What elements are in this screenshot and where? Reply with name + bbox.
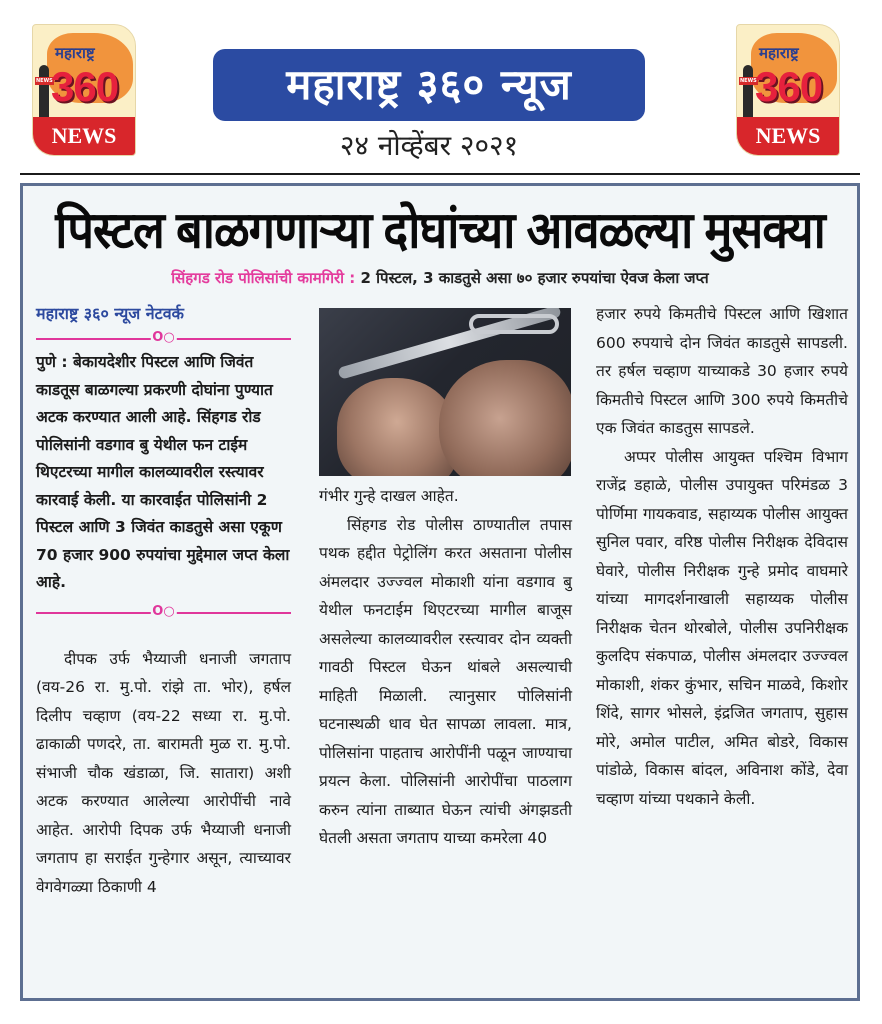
intro-paragraph: पुणे : बेकायदेशीर पिस्टल आणि जिवंत काडतूस बाळगल्या प्रकरणी दोघांना पुण्यात अटक करण्यात आली आहे. सिंहगड रोड पोलिसांनी वडगाव बु येथील फन टाईम थिएटरच्या मागील कालव्यावरील रस्त्यावर कारवाई केली. या कारवाईत पोलिसांनी 2 पिस्टल आणि 3 जिवंत काडतुसे असा एकूण 70 हजार 900 रुपयांचा मुद्देमाल जप्त केला आहे.	[36, 353, 290, 591]
logo-news-bar: NEWS	[737, 117, 839, 155]
ornament-divider	[36, 605, 291, 619]
ornament-divider	[36, 331, 291, 345]
logo-number: 360	[755, 63, 823, 110]
body-paragraph: हजार रुपये किमतीचे पिस्टल आणि खिशात 600 रुपयाचे दोन जिवंत काडतुसे सापडली. तर हर्षल चव्हाण याच्याकडे 30 हजार रुपये किमतीचे पिस्टल आणि 300 रुपये किमतीचे एक जिवंत काडतुस सापडले.	[596, 305, 848, 437]
logo-region-text: महाराष्ट्र	[55, 44, 95, 62]
ornament-icon: O○	[152, 330, 175, 345]
publication-date: २४ नोव्हेंबर २०२१	[339, 129, 519, 162]
logo-region-text: महाराष्ट्र	[759, 44, 799, 62]
mic-tag: NEWS	[36, 78, 53, 84]
hand-shape	[439, 360, 571, 476]
body-paragraph: अप्पर पोलीस आयुक्त पश्चिम विभाग राजेंद्र डहाळे, पोलीस उपायुक्त परिमंडळ 3 पोर्णिमा गायकवाड, सहाय्यक पोलीस आयुक्त सुनिल पवार, वरिष्ठ पोलीस निरीक्षक देविदास घेवारे, पोलीस निरीक्षक गुन्हे प्रमोद वाघमारे यांच्या मागदर्शनाखाली सहाय्यक पोलीस निरीक्षक चेतन थोरबोले, पोलीस उपनिरीक्षक कुलदिप संकपाळ, पोलीस अंमलदार उज्ज्वल मोकाशी, शंकर कुंभार, सचिन माळवे, किशोर शिंदे, सागर भोसले, इंद्रजित जगताप, सुहास मोरे, अमोल पाटील, अमित बोडरे, विकास पांडोळे, विकास बांदल, अविनाश कोंडे, देवा चव्हाण यांच्या पथकाने केली.	[596, 447, 848, 808]
handcuff-ring-icon	[469, 314, 559, 334]
body-paragraph: सिंहगड रोड पोलीस ठाण्यातील तपास पथक हद्दीत पेट्रोलिंग करत असताना पोलीस अंमलदार उज्ज्वल मोकाशी यांना वडगाव बु येथील फनटाईम थिएटरच्या मागील बाजूस असलेल्या कालव्यावरील रस्त्यावर दोन व्यक्ती गावठी पिस्टल घेऊन थांबले असल्याची माहिती मिळाली. त्यानुसार पोलिसांनी घटनास्थळी धाव घेत सापळा लावला. मात्र, पोलिसांना पाहताच आरोपींनी पळून जाण्याचा प्रयत्न केला. पोलिसांनी आरोपींचा पाठलाग करुन त्यांना ताब्यात घेऊन त्यांची अंगझडती घेतली असता जगताप याच्या कमरेला 40	[319, 515, 572, 847]
microphone-icon	[39, 65, 49, 119]
logo-number: 360	[51, 63, 119, 110]
article-photo	[319, 308, 571, 476]
body-paragraph: गंभीर गुन्हे दाखल आहेत.	[319, 487, 459, 505]
publication-title: महाराष्ट्र ३६० न्यूज	[213, 49, 645, 121]
column-2	[319, 482, 572, 853]
microphone-icon	[743, 65, 753, 119]
subhead-rest: 2 पिस्टल, 3 काडतुसे असा ७० हजार रुपयांचा ऐवज केला जप्त	[360, 269, 709, 287]
article	[20, 183, 860, 1001]
mic-tag: NEWS	[740, 78, 757, 84]
headline: पिस्टल बाळगणाऱ्या दोघांच्या आवळल्या मुसक्या	[55, 201, 825, 259]
masthead-rule	[20, 173, 860, 175]
masthead	[0, 0, 882, 175]
logo-news-bar: NEWS	[33, 117, 135, 155]
logo-left	[32, 24, 136, 156]
column-1	[36, 301, 291, 901]
subheadline	[23, 268, 857, 288]
logo-right	[736, 24, 840, 156]
body-paragraph: दीपक उर्फ भैय्याजी धनाजी जगताप (वय-26 रा. मु.पो. रांझे ता. भोर), हर्षल दिलीप चव्हाण (वय-22 सध्या रा. मु.पो. ढाकाळी पणदरे, ता. बारामती मुळ रा. मु.पो. संभाजी चौक खंडाळा, जि. सातारा) अशी अटक करण्यात आलेल्या आरोपींची नावे आहेत. आरोपी दिपक उर्फ भैय्याजी धनाजी जगताप हा सराईत गुन्हेगार असून, त्याच्यावर वेगवेगळ्या ठिकाणी 4	[36, 649, 291, 896]
byline: महाराष्ट्र ३६० न्यूज नेटवर्क	[36, 304, 184, 323]
column-3	[596, 300, 848, 813]
ornament-icon: O○	[152, 603, 175, 619]
subhead-lead: सिंहगड रोड पोलिसांची कामगिरी :	[171, 269, 356, 287]
